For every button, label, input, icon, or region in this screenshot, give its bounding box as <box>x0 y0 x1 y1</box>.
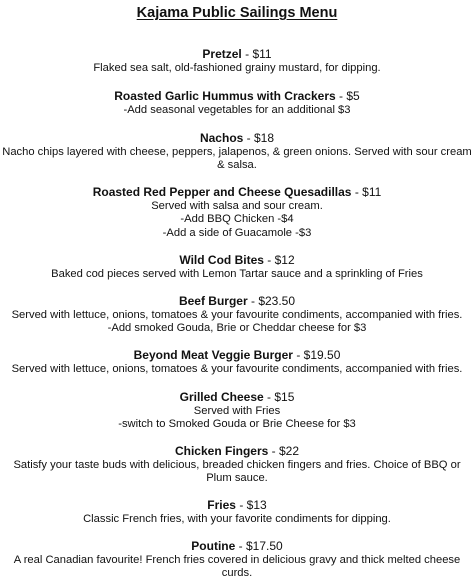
item-price: - $11 <box>245 47 272 61</box>
item-addon: -switch to Smoked Gouda or Brie Cheese for $3 <box>118 418 356 431</box>
item-name: Roasted Garlic Hummus with Crackers <box>114 89 336 103</box>
item-heading <box>0 253 474 267</box>
menu-item-veggie-burger <box>0 348 474 376</box>
item-heading <box>0 348 474 362</box>
item-addon: -Add seasonal vegetables for an additional $3 <box>123 104 351 116</box>
item-heading <box>0 131 474 145</box>
item-description: A real Canadian favourite! French fries covered in delicious gravy and thick melted cheese curds. <box>13 554 461 580</box>
menu-item-chicken-fingers <box>0 444 474 486</box>
item-price: - $12 <box>267 253 295 267</box>
item-price: - $23.50 <box>250 294 296 308</box>
item-heading <box>0 185 474 199</box>
item-heading <box>0 89 474 103</box>
item-price: - $15 <box>267 390 295 404</box>
item-description: Baked cod pieces served with Lemon Tartar sauce and a sprinkling of Fries <box>51 268 423 280</box>
item-description: Classic French fries, with your favorite condiments for dipping. <box>83 513 391 525</box>
item-name: Wild Cod Bites <box>179 253 264 267</box>
item-name: Poutine <box>191 539 236 553</box>
item-price: - $11 <box>354 185 382 199</box>
menu-title: Kajama Public Sailings Menu <box>136 5 338 21</box>
item-description: Satisfy your taste buds with delicious, breaded chicken fingers and fries. Choice of BBQ or Plum sauce. <box>13 459 461 485</box>
item-description: Served with lettuce, onions, tomatoes & your favourite condiments, accompanied with fries. <box>11 363 463 375</box>
item-price: - $19.50 <box>296 348 341 362</box>
menu-item-fries <box>0 498 474 526</box>
item-heading <box>0 444 474 458</box>
menu-item-cod-bites <box>0 253 474 281</box>
item-heading <box>0 47 474 61</box>
item-description: Served with salsa and sour cream. <box>151 200 323 212</box>
item-price: - $22 <box>271 444 300 458</box>
menu-item-poutine <box>0 539 474 581</box>
item-description: Nacho chips layered with cheese, peppers, jalapenos, & green onions. Served with sour cream & salsa. <box>2 146 472 172</box>
item-name: Fries <box>207 498 236 512</box>
item-heading <box>0 498 474 512</box>
item-name: Chicken Fingers <box>174 444 269 458</box>
item-name: Beef Burger <box>178 294 248 308</box>
menu-item-hummus <box>0 89 474 117</box>
item-heading <box>0 539 474 553</box>
item-addon: -Add a side of Guacamole -$3 <box>162 226 312 239</box>
item-name: Roasted Red Pepper and Cheese Quesadillas <box>92 185 352 199</box>
menu-item-pretzel <box>0 47 474 75</box>
item-addon: -Add smoked Gouda, Brie or Cheddar cheese for $3 <box>107 322 367 335</box>
item-price: - $18 <box>246 131 275 145</box>
item-heading <box>0 390 474 404</box>
item-price: - $13 <box>239 498 267 512</box>
item-name: Beyond Meat Veggie Burger <box>133 348 293 362</box>
menu-item-quesadillas <box>0 185 474 240</box>
item-description: Flaked sea salt, old-fashioned grainy mustard, for dipping. <box>93 62 381 74</box>
item-addon: -Add BBQ Chicken -$4 <box>180 213 294 226</box>
item-price: - $17.50 <box>238 539 283 553</box>
item-price: - $5 <box>339 89 360 103</box>
menu-item-nachos <box>0 131 474 173</box>
item-description: Served with lettuce, onions, tomatoes & your favourite condiments, accompanied with fries. <box>11 309 463 321</box>
item-name: Grilled Cheese <box>179 390 264 404</box>
item-heading <box>0 294 474 308</box>
menu-item-beef-burger <box>0 294 474 336</box>
item-name: Nachos <box>199 131 244 145</box>
item-description: Served with Fries <box>193 405 281 417</box>
menu-item-grilled-cheese <box>0 390 474 432</box>
item-name: Pretzel <box>202 47 242 61</box>
